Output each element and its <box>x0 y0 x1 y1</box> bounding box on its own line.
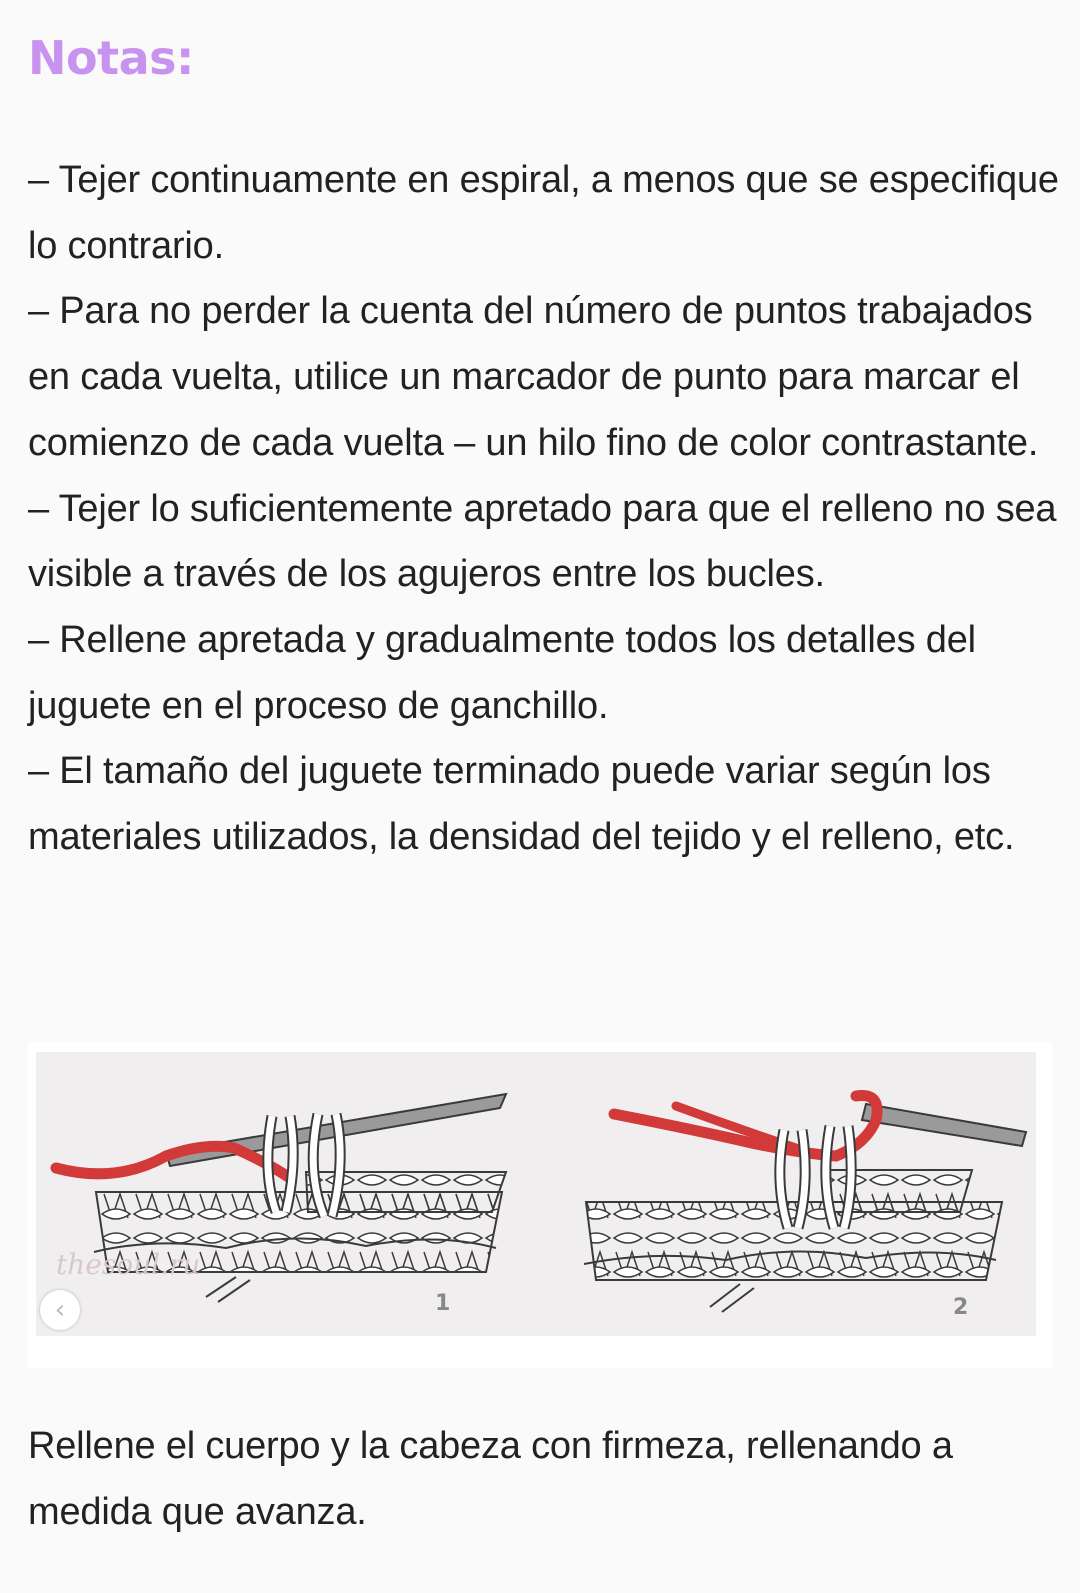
note-item: – Tejer continuamente en espiral, a menos que se especifique lo contrario. <box>28 159 1059 267</box>
step-label: 2 <box>953 1295 969 1320</box>
crochet-illustration-carousel <box>28 1042 1052 1368</box>
note-item: – El tamaño del juguete terminado puede variar según los materiales utilizados, la densidad del tejido y el relleno, etc. <box>28 750 1015 859</box>
notes-heading: Notas: <box>28 31 194 85</box>
note-item: – Rellene apretada y gradualmente todos los detalles del juguete en el proceso de ganchillo. <box>28 618 976 727</box>
watermark: thesoul.ru <box>56 1248 201 1281</box>
notes-list <box>28 148 1068 871</box>
note-item: – Para no perder la cuenta del número de puntos trabajados en cada vuelta, utilice un marcador de punto para marcar el comienzo de cada vuelta – un hilo fino de color contrastante. <box>28 290 1039 464</box>
chevron-left-icon: ‹ <box>54 1295 66 1325</box>
stuffing-instruction: Rellene el cuerpo y la cabeza con firmeza, rellenando a medida que avanza. <box>28 1425 953 1533</box>
note-item: – Tejer lo suficientemente apretado para que el relleno no sea visible a través de los agujeros entre los bucles. <box>28 487 1057 596</box>
carousel-prev-button[interactable] <box>40 1290 80 1330</box>
crochet-stitch-illustration <box>36 1052 1036 1336</box>
step-label: 1 <box>435 1291 451 1316</box>
